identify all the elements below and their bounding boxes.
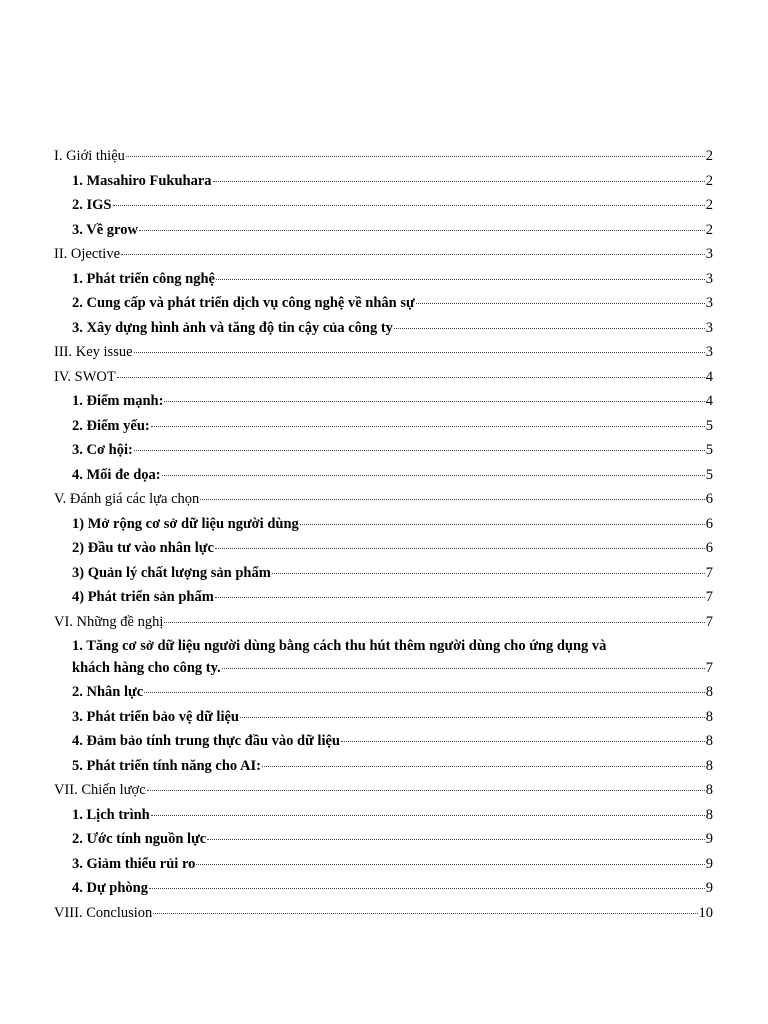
- dot-leader: [134, 352, 705, 353]
- toc-entry-page: 6: [705, 540, 713, 556]
- toc-entry[interactable]: [54, 729, 713, 754]
- toc-entry-page: 8: [705, 733, 713, 749]
- toc-entry[interactable]: [54, 585, 713, 610]
- dot-leader: [216, 279, 705, 280]
- toc-entry-title: 2. Nhân lực: [72, 684, 144, 700]
- toc-entry-title: 2. Điểm yếu:: [72, 417, 150, 434]
- toc-entry-title: 3. Về grow: [72, 221, 138, 238]
- toc-entry[interactable]: [54, 144, 713, 169]
- dot-leader: [215, 548, 705, 549]
- dot-leader: [164, 622, 704, 623]
- toc-entry[interactable]: [54, 487, 713, 512]
- toc-entry-page: 3: [705, 344, 713, 360]
- dot-leader: [394, 328, 705, 329]
- dot-leader: [153, 913, 697, 914]
- toc-entry[interactable]: [54, 291, 713, 316]
- dot-leader: [164, 401, 704, 402]
- toc-entry-page: 6: [705, 515, 713, 532]
- toc-entry-page: 8: [705, 806, 713, 823]
- toc-entry[interactable]: [54, 193, 713, 218]
- toc-entry-title: 2. Ước tính nguồn lực: [72, 831, 207, 847]
- toc-entry-title: 1. Điểm mạnh:: [72, 393, 164, 409]
- toc-entry-page: 3: [705, 295, 713, 311]
- dot-leader: [240, 717, 705, 718]
- toc-entry-page: 4: [705, 393, 713, 409]
- dot-leader: [149, 888, 705, 889]
- dot-leader: [200, 499, 704, 500]
- dot-leader: [215, 597, 705, 598]
- toc-entry-title: 1) Mở rộng cơ sở dữ liệu người dùng: [72, 515, 299, 532]
- toc-entry[interactable]: [54, 754, 713, 779]
- toc-entry[interactable]: [54, 365, 713, 390]
- toc-entry-page: 8: [705, 708, 713, 725]
- toc-entry-title: 2. Cung cấp và phát triển dịch vụ công nghệ về nhân sự: [72, 295, 415, 311]
- toc-entry-title: 1. Masahiro Fukuhara: [72, 172, 212, 189]
- toc-entry-page: 3: [705, 246, 713, 262]
- toc-entry-title: 4) Phát triển sản phẩm: [72, 589, 214, 605]
- toc-entry[interactable]: [54, 852, 713, 877]
- toc-entry-page: 5: [705, 442, 713, 458]
- toc-entry-title-cont: khách hàng cho công ty.: [72, 660, 221, 676]
- toc-entry[interactable]: [54, 778, 713, 803]
- toc-entry-title: VII. Chiến lược: [54, 782, 146, 798]
- toc-entry-title: 4. Dự phòng: [72, 880, 148, 896]
- dot-leader: [117, 377, 705, 378]
- dot-leader: [341, 741, 705, 742]
- table-of-contents: [54, 144, 713, 925]
- toc-entry-page: 7: [705, 589, 713, 605]
- dot-leader: [144, 692, 705, 693]
- toc-entry[interactable]: [54, 340, 713, 365]
- dot-leader: [272, 573, 705, 574]
- toc-entry[interactable]: [54, 242, 713, 267]
- toc-entry[interactable]: [54, 827, 713, 852]
- dot-leader: [151, 815, 705, 816]
- toc-entry-title: 3. Cơ hội:: [72, 442, 133, 458]
- toc-entry-title: 2. IGS: [72, 197, 112, 213]
- toc-entry-title: 3. Giảm thiểu rủi ro: [72, 855, 196, 872]
- toc-entry-page: 7: [705, 613, 713, 630]
- toc-entry-page: 9: [705, 831, 713, 847]
- toc-entry[interactable]: [54, 218, 713, 243]
- toc-entry-page: 8: [705, 684, 713, 700]
- dot-leader: [121, 254, 705, 255]
- toc-entry[interactable]: [54, 536, 713, 561]
- toc-entry[interactable]: [54, 876, 713, 901]
- toc-entry-title: 3) Quản lý chất lượng sản phẩm: [72, 564, 271, 581]
- toc-entry-title: IV. SWOT: [54, 368, 116, 385]
- toc-entry-title: 3. Phát triển bảo vệ dữ liệu: [72, 708, 239, 725]
- toc-entry[interactable]: [54, 316, 713, 341]
- toc-entry-title: 1. Phát triển công nghệ: [72, 270, 215, 287]
- dot-leader: [151, 426, 705, 427]
- toc-entry-title: 3. Xây dựng hình ảnh và tăng độ tin cậy của công ty: [72, 319, 393, 336]
- dot-leader: [213, 181, 705, 182]
- toc-entry[interactable]: [54, 267, 713, 292]
- toc-entry-title: 5. Phát triển tính năng cho AI:: [72, 757, 261, 774]
- toc-entry-page: 2: [705, 221, 713, 238]
- toc-entry-title: II. Ojective: [54, 246, 121, 262]
- dot-leader: [139, 230, 705, 231]
- toc-entry[interactable]: [54, 610, 713, 635]
- toc-entry-page: 8: [705, 782, 713, 798]
- toc-entry-title: 2) Đầu tư vào nhân lực: [72, 540, 214, 556]
- toc-entry-page: 3: [705, 319, 713, 336]
- dot-leader: [222, 668, 705, 669]
- toc-entry-page: 9: [705, 855, 713, 872]
- toc-entry[interactable]: [54, 169, 713, 194]
- dot-leader: [300, 524, 705, 525]
- dot-leader: [162, 475, 705, 476]
- toc-entry-page: 9: [705, 880, 713, 896]
- toc-entry[interactable]: [54, 901, 713, 926]
- toc-entry[interactable]: [54, 463, 713, 488]
- toc-entry-title: VI. Những đề nghị: [54, 613, 164, 630]
- toc-entry[interactable]: [54, 705, 713, 730]
- toc-entry-page: 2: [705, 172, 713, 189]
- toc-entry-title: III. Key issue: [54, 344, 133, 360]
- dot-leader: [262, 766, 705, 767]
- dot-leader: [126, 156, 705, 157]
- dot-leader: [196, 864, 704, 865]
- toc-entry-title: 1. Lịch trình: [72, 806, 150, 823]
- toc-entry-page: 5: [705, 417, 713, 434]
- toc-entry-title: 1. Tăng cơ sở dữ liệu người dùng bằng cách thu hút thêm người dùng cho ứng dụng và: [72, 638, 607, 654]
- toc-entry-page: 7: [705, 564, 713, 581]
- dot-leader: [416, 303, 705, 304]
- toc-entry-page: 2: [705, 148, 713, 164]
- toc-entry-title: I. Giới thiệu: [54, 148, 125, 164]
- toc-entry-page: 10: [698, 904, 713, 921]
- toc-entry-title: VIII. Conclusion: [54, 904, 153, 921]
- dot-leader: [147, 790, 705, 791]
- toc-entry-page: 3: [705, 270, 713, 287]
- dot-leader: [207, 839, 705, 840]
- toc-entry[interactable]: [54, 634, 713, 680]
- toc-entry[interactable]: [54, 438, 713, 463]
- toc-entry[interactable]: [54, 512, 713, 537]
- toc-entry[interactable]: [54, 561, 713, 586]
- toc-entry[interactable]: [54, 389, 713, 414]
- toc-entry-page: 2: [705, 197, 713, 213]
- dot-leader: [113, 205, 705, 206]
- toc-entry-page: 8: [705, 757, 713, 774]
- toc-entry-title: 4. Mối đe dọa:: [72, 466, 161, 483]
- toc-entry-title: V. Đánh giá các lựa chọn: [54, 491, 200, 507]
- toc-entry-page: 5: [705, 466, 713, 483]
- toc-entry-page: 4: [705, 368, 713, 385]
- toc-entry[interactable]: [54, 414, 713, 439]
- toc-entry-title: 4. Đảm bảo tính trung thực đầu vào dữ liệu: [72, 733, 340, 749]
- toc-entry-page: 6: [705, 491, 713, 507]
- toc-entry[interactable]: [54, 803, 713, 828]
- dot-leader: [134, 450, 705, 451]
- toc-entry[interactable]: [54, 680, 713, 705]
- toc-entry-page: 7: [705, 660, 713, 676]
